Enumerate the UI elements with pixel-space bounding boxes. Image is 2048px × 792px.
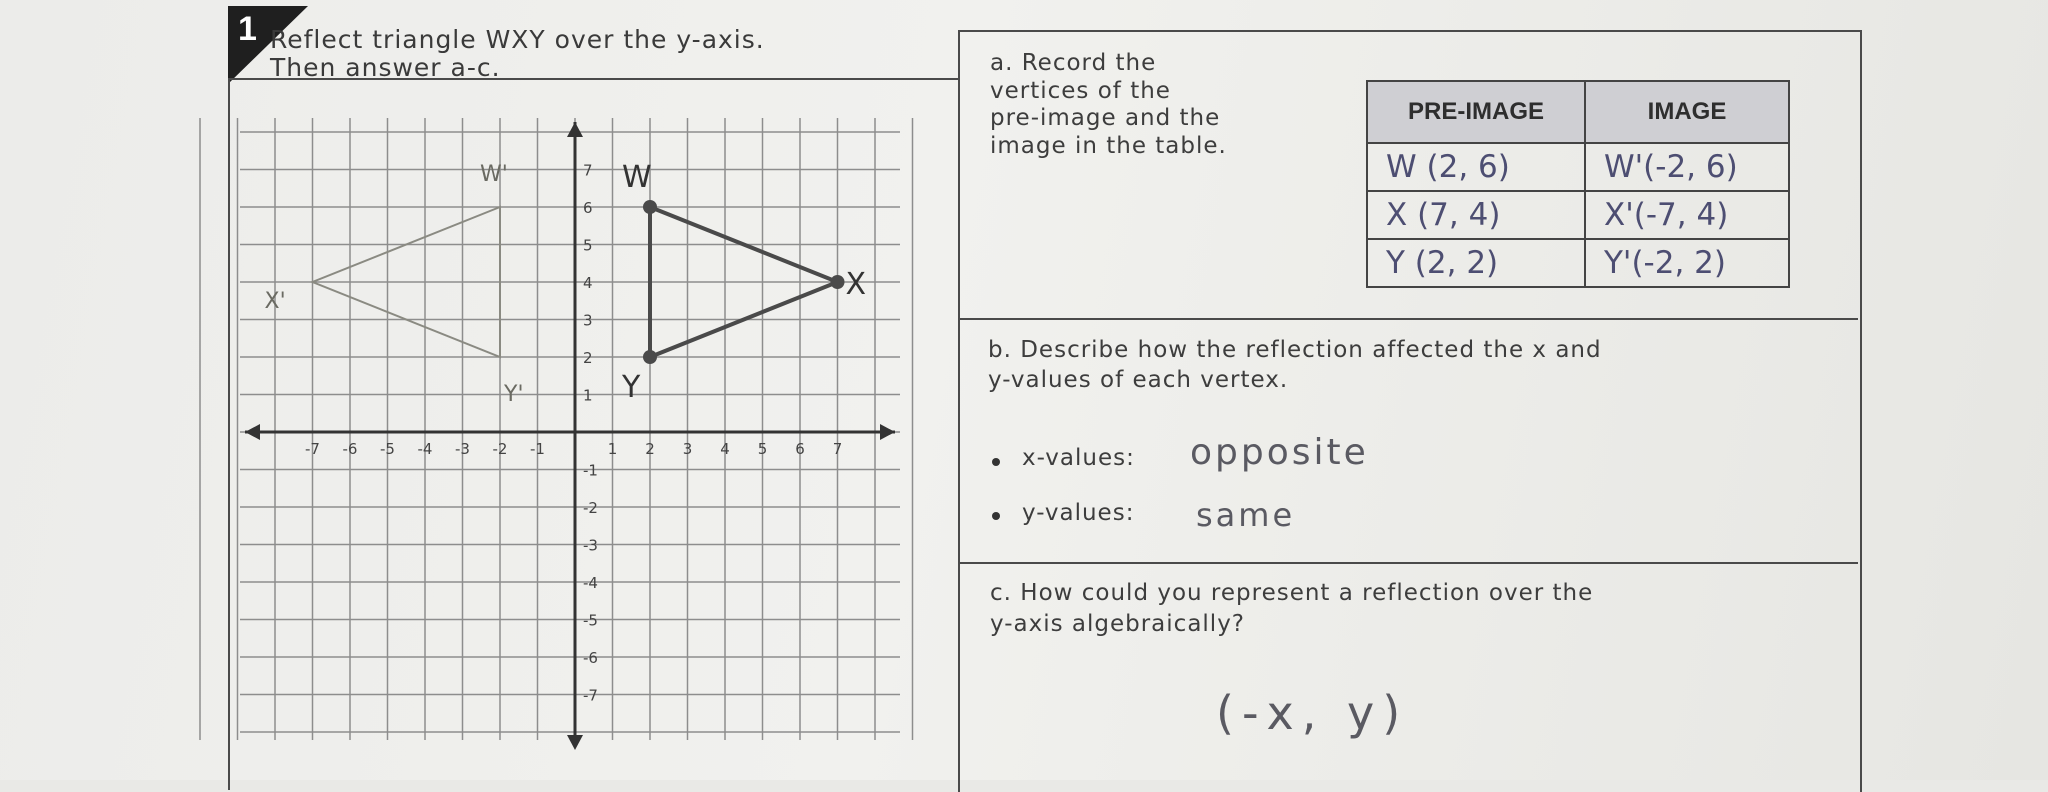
part-c-line-2: y-axis algebraically? [990, 611, 1246, 638]
part-b-question [988, 336, 1602, 396]
cell-image-x: X'(-7, 4) [1585, 191, 1789, 239]
x-tick-label: -2 [492, 440, 508, 458]
x-tick-label: 6 [795, 440, 805, 458]
y-tick-label: 1 [583, 386, 593, 405]
x-tick-label: 5 [757, 440, 768, 458]
x-tick-label: -7 [305, 440, 320, 458]
prompt-line-2: Then answer a-c. [270, 53, 501, 83]
vertex-point [643, 350, 657, 364]
x-axis-arrow-left [245, 424, 260, 440]
x-tick-label: 3 [682, 440, 693, 458]
part-a-line-1: a. Record the [990, 50, 1157, 76]
part-c-question [990, 578, 1593, 640]
y-tick-label: -6 [583, 649, 598, 667]
y-tick-label: -7 [583, 686, 598, 705]
vertex-label-y: Y [622, 370, 641, 405]
x-tick-label: 4 [720, 440, 730, 458]
y-tick-label: -3 [583, 536, 598, 555]
y-tick-label: -1 [583, 461, 598, 480]
vertex-point [831, 275, 845, 289]
y-tick-label: 3 [583, 311, 593, 330]
x-values-label: x-values: [1022, 445, 1135, 471]
problem-number: 1 [238, 10, 257, 48]
table-row [1367, 143, 1789, 191]
grid-lines [200, 118, 913, 740]
part-c-line-1: c. How could you represent a reflection over the [990, 580, 1594, 606]
x-tick-label: 7 [832, 440, 843, 458]
cell-pre-image-x: X (7, 4) [1367, 191, 1585, 239]
x-tick-label: 1 [607, 440, 618, 458]
x-tick-label: -5 [380, 440, 395, 458]
axes [245, 122, 895, 750]
part-a-line-4: image in the table. [990, 132, 1227, 159]
x-axis-arrow-right [880, 424, 895, 440]
y-tick-label: 7 [583, 161, 593, 180]
part-a-line-3: pre-image and the [990, 105, 1221, 132]
y-tick-label: -4 [583, 574, 598, 592]
part-b-line-1: b. Describe how the reflection affected the x and [988, 337, 1602, 363]
x-tick-label: -6 [342, 440, 358, 458]
table-row [1367, 191, 1789, 239]
part-a-line-2: vertices of the [990, 77, 1171, 104]
vertex-label-x-prime: X' [264, 289, 286, 314]
y-tick-label: 6 [583, 199, 593, 217]
vertex-point [643, 200, 657, 214]
x-values-answer: opposite [1190, 432, 1369, 473]
header-pre-image: PRE-IMAGE [1367, 81, 1585, 143]
prompt-line-1: Reflect triangle WXY over the y-axis. [270, 25, 765, 54]
table-header-row [1367, 81, 1789, 143]
part-c-answer: (-x, y) [1216, 686, 1409, 740]
y-axis-arrow-up [567, 122, 583, 137]
bullet-y-values [992, 512, 1000, 520]
vertex-label-x: X [845, 267, 867, 302]
cell-pre-image-y: Y (2, 2) [1367, 239, 1585, 287]
x-tick-label: 2 [645, 440, 655, 458]
x-tick-label: -1 [530, 440, 545, 458]
y-tick-label: 4 [583, 274, 593, 292]
triangles [265, 160, 867, 407]
y-tick-label: 5 [583, 236, 593, 255]
cell-image-y: Y'(-2, 2) [1585, 239, 1789, 287]
y-values-label: y-values: [1022, 500, 1135, 526]
y-values-answer: same [1196, 496, 1296, 534]
y-tick-label: 2 [583, 349, 593, 367]
y-tick-label: -2 [583, 499, 598, 517]
y-axis-arrow-down [567, 735, 583, 750]
x-tick-label: -4 [417, 440, 433, 458]
cell-image-w: W'(-2, 6) [1585, 143, 1789, 191]
vertex-label-w: W [622, 160, 652, 195]
cell-pre-image-w: W (2, 6) [1367, 143, 1585, 191]
bullet-x-values [992, 458, 1000, 466]
y-tick-label: -5 [583, 611, 598, 630]
vertices-table [1366, 80, 1790, 288]
vertex-label-y-prime: Y' [504, 382, 524, 407]
x-tick-label: -3 [455, 440, 470, 458]
part-a-text [990, 50, 1227, 160]
header-image: IMAGE [1585, 81, 1789, 143]
table-row [1367, 239, 1789, 287]
vertex-label-w-prime: W' [480, 162, 508, 187]
part-b-line-2: y-values of each vertex. [988, 366, 1289, 393]
